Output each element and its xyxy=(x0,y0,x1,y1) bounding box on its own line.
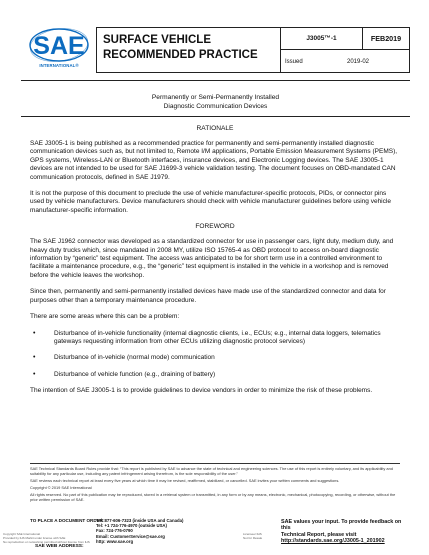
list-item xyxy=(30,354,400,362)
sae-logo-icon xyxy=(29,27,89,63)
footer-rights: All rights reserved. No part of this publication may be reproduced, stored in a retrieval system or transmitted, in any form or by any means, electronic, mechanical, photocopying, recording, or otherwise, without the prior written permission of SAE. xyxy=(30,492,396,502)
watermark-line-3: No reproduction or networking permitted without license from IHS xyxy=(3,540,90,544)
footer-rule xyxy=(30,463,400,464)
meta-row-issued xyxy=(281,50,409,72)
feedback-link[interactable]: http://standards.sae.org/J3005-1_201902 xyxy=(281,537,385,544)
foreword-paragraph-2: Since then, permanently and semi-permanently installed devices have made use of the standardized connector and data for purposes other than a temporary maintenance procedure. xyxy=(30,288,386,304)
footer-note-2: SAE reviews each technical report at least every five years at which time it may be revised, reaffirmed, stabilized, or cancelled. SAE invites your written comments and suggestions. xyxy=(30,478,340,483)
sae-web-address-label: SAE WEB ADDRESS: xyxy=(35,544,84,549)
list-item-text: Disturbance of in-vehicle (normal mode) communication xyxy=(54,354,215,362)
bullet-icon: • xyxy=(33,329,36,337)
bullet-icon: • xyxy=(33,354,36,362)
rationale-heading: RATIONALE xyxy=(196,125,234,132)
list-item-text: Disturbance of in-vehicle functionality (internal diagnostic clients, i.e., ECUs; e.g., internal data loggers, telematics gateways requesting information from other ECUs utilizing diagnostic protocol services) xyxy=(54,329,381,345)
sae-logo xyxy=(29,27,89,73)
foreword-paragraph-1: The SAE J1962 connector was developed as a standardized connector for use in passenger cars, light duty, medium duty, and heavy duty trucks which, since mandated in 2008 MY, utilize ISO 15765-4 as OBD protocol to access on-board diagnostic information by “generic” test equipment. The access was anticipated to be for short term use in a controlled environment to facilitate a maintenance procedure, e.g., the “generic” test equipment is installed in the vehicle in a workshop and is removed before the vehicle leaves the workshop. xyxy=(30,238,394,279)
foreword-paragraph-3: There are some areas where this can be a problem: xyxy=(30,313,180,321)
document-footer xyxy=(30,466,400,504)
logo-subtext: INTERNATIONAL® xyxy=(39,63,79,68)
watermark-licensee: Licensee=IHS xyxy=(243,532,262,536)
contact-web-link[interactable]: http: www.sae.org xyxy=(96,538,134,544)
subtitle-line1: Permanently or Semi-Permanently Installed xyxy=(151,94,280,101)
feedback-line-1: SAE values your input. To provide feedback on this xyxy=(281,519,402,532)
rationale-paragraph-2: It is not the purpose of this document to preclude the use of vehicle manufacturer-specific protocols, PIDs, or connector pins used by vehicle manufacturers. Device manufacturers should check with vehicle manufacturer guidelines before using vehicle manufacturer-specific information. xyxy=(30,190,391,214)
document-type-line1: SURFACE VEHICLE xyxy=(103,34,211,46)
foreword-heading: FOREWORD xyxy=(195,223,235,231)
footer-copyright: Copyright © 2019 SAE International xyxy=(30,485,92,490)
revision-date: FEB2019 xyxy=(370,34,402,43)
document-type-line2: RECOMMENDED PRACTICE xyxy=(103,49,258,61)
document-body xyxy=(30,120,400,404)
order-label: TO PLACE A DOCUMENT ORDER: xyxy=(30,518,105,523)
logo-wordmark: SAE xyxy=(33,32,85,60)
bullet-icon: • xyxy=(33,370,36,378)
list-item xyxy=(30,371,400,379)
contact-email-link[interactable]: Email: CustomerService@sae.org xyxy=(96,533,165,539)
meta-row-number xyxy=(281,28,409,50)
document-subtitle xyxy=(21,93,410,111)
subtitle-bottom-rule xyxy=(21,116,410,117)
contact-tel-2[interactable]: Tel: +1 724-776-4970 (outside USA) xyxy=(96,523,167,529)
footer-note-1: SAE Technical Standards Board Rules provide that: “This report is published by SAE to advance the state of technical and engineering sciences. The use of this report is entirely voluntary, and its applicability and suitability for any particular use, including any patent infringement arising therefrom, is the sole responsibility of the user.” xyxy=(30,466,393,476)
list-item xyxy=(30,330,400,347)
document-type-box xyxy=(96,27,280,73)
contact-tel-1[interactable]: Tel: 877-606-7323 (inside USA and Canada) xyxy=(96,518,184,523)
problem-list xyxy=(30,330,400,380)
feedback-line-2: Technical Report, please visit xyxy=(281,531,357,538)
feedback-notice xyxy=(281,519,404,544)
watermark-line-2: Provided by IHS Markit under license with SAE xyxy=(3,536,66,540)
document-number: J3005™-1 xyxy=(281,28,363,50)
list-item-text: Disturbance of vehicle function (e.g., draining of battery) xyxy=(54,370,216,378)
watermark-resale: Not for Resale xyxy=(243,536,263,540)
document-meta-box xyxy=(280,27,410,73)
document-header xyxy=(21,27,410,73)
contact-fax: Fax: 724-776-0790 xyxy=(96,528,133,534)
subtitle-top-rule xyxy=(21,80,410,81)
foreword-paragraph-4: The intention of SAE J3005-1 is to provide guidelines to device vendors in order to minimize the risk of these problems. xyxy=(30,387,373,395)
subtitle-line2: Diagnostic Communication Devices xyxy=(163,103,268,110)
issued-label: Issued xyxy=(285,59,303,65)
watermark-line-1: Copyright SAE International xyxy=(3,532,41,536)
rationale-paragraph-1: SAE J3005-1 is being published as a recommended practice for permanently and semi-permanently installed diagnostic communication devices such as, but not limited to, Remote I/M applications, Portable Emission Measurement Systems (PEMS), GPS systems, Wireless-LAN or Bluetooth interfaces, insurance devices, and Electronic Logging devices. The SAE J3005-1 devices are not intended to be used for SAE J1699-3 vehicle validation testing. The document focuses on OBD-mandated CAN communication protocols, defined in SAE J1979. xyxy=(30,140,398,181)
issued-value: 2019-02 xyxy=(347,59,370,65)
